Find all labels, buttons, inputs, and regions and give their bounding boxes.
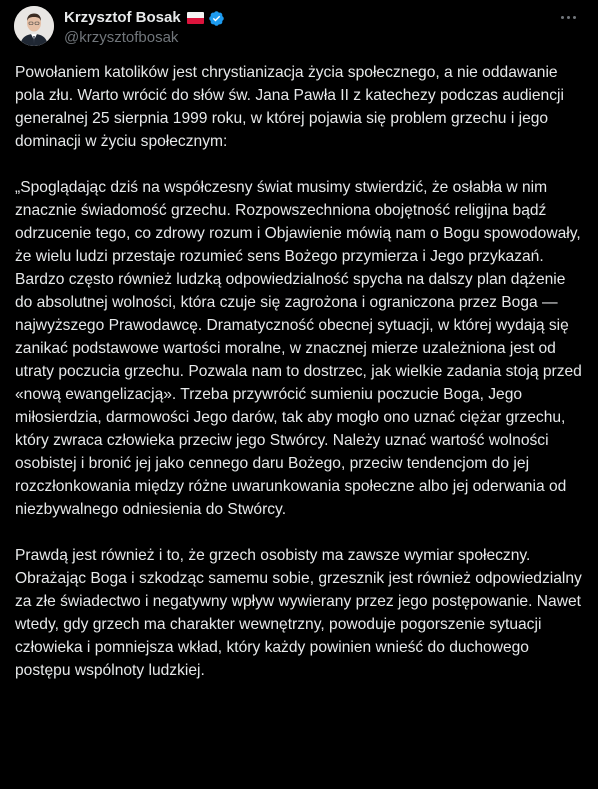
tweet-paragraph: Powołaniem katolików jest chrystianizacja życia społecznego, a nie oddawanie pola złu. Warto wrócić do słów św. Jana Pawła II z katechezy podczas audiencji generalnej 25 sierpnia 1999 roku, w której pojawia się problem grzechu i jego dominacji w życiu społecznym: (15, 64, 564, 150)
avatar[interactable] (14, 6, 54, 46)
tweet-text (15, 61, 587, 682)
user-handle[interactable]: @krzysztofbosak (64, 29, 179, 46)
display-name[interactable]: Krzysztof Bosak (64, 9, 181, 26)
verified-badge-icon[interactable] (208, 10, 225, 27)
more-horizontal-icon[interactable] (552, 6, 584, 28)
tweet-paragraph: Prawdą jest również i to, że grzech osobisty ma zawsze wymiar społeczny. Obrażając Boga i szkodząc samemu sobie, grzesznik jest również odpowiedzialny za złe świadectwo i negatywny wpływ wywierany przez jego postępowanie. Nawet wtedy, gdy grzech ma charakter wewnętrzny, powoduje pogorszenie sytuacji człowieka i pomniejsza wkład, który każdy powinien wnieść do duchowego postępu wspólnoty ludzkiej. (15, 547, 582, 679)
tweet-paragraph: „Spoglądając dziś na współczesny świat musimy stwierdzić, że osłabła w nim znacznie świadomość grzechu. Rozpowszechniona obojętność religijna bądź odrzucenie tego, co zdrowy rozum i Objawienie mówią nam o Bogu spowodowały, że wielu ludzi przestaje rozumieć sens Bożego przymierza i Jego przykazań. Bardzo często również ludzką odpowiedzialność spycha na dalszy plan dążenie do absolutnej wolności, która czuje się zagrożona i ograniczona przez Boga — najwyższego Prawodawcę. Dramatyczność obecnej sytuacji, w której wydają się zanikać podstawowe wartości moralne, w znacznej mierze uzależniona jest od utraty poczucia grzechu. Pozwala nam to dostrzec, jak wielkie zadania stoją przed «nową ewangelizacją». Trzeba przywrócić sumieniu poczucie Boga, Jego miłosierdzia, darmowości Jego darów, tak aby mogło ono uznać ciężar grzechu, który zwraca człowieka przeciw jego Stwórcy. Należy uznać wartość wolności osobistej i bronić jej jako cennego daru Bożego, przeciw tendencjom do jej rozczłonkowania między różne uwarunkowania społeczne albo jej oderwania od niezbywalnego odniesienia do Stwórcy. (15, 179, 582, 518)
poland-flag-icon (187, 12, 204, 24)
display-name-row (64, 8, 225, 28)
person-portrait-icon (14, 6, 54, 46)
tweet-header (0, 0, 598, 60)
